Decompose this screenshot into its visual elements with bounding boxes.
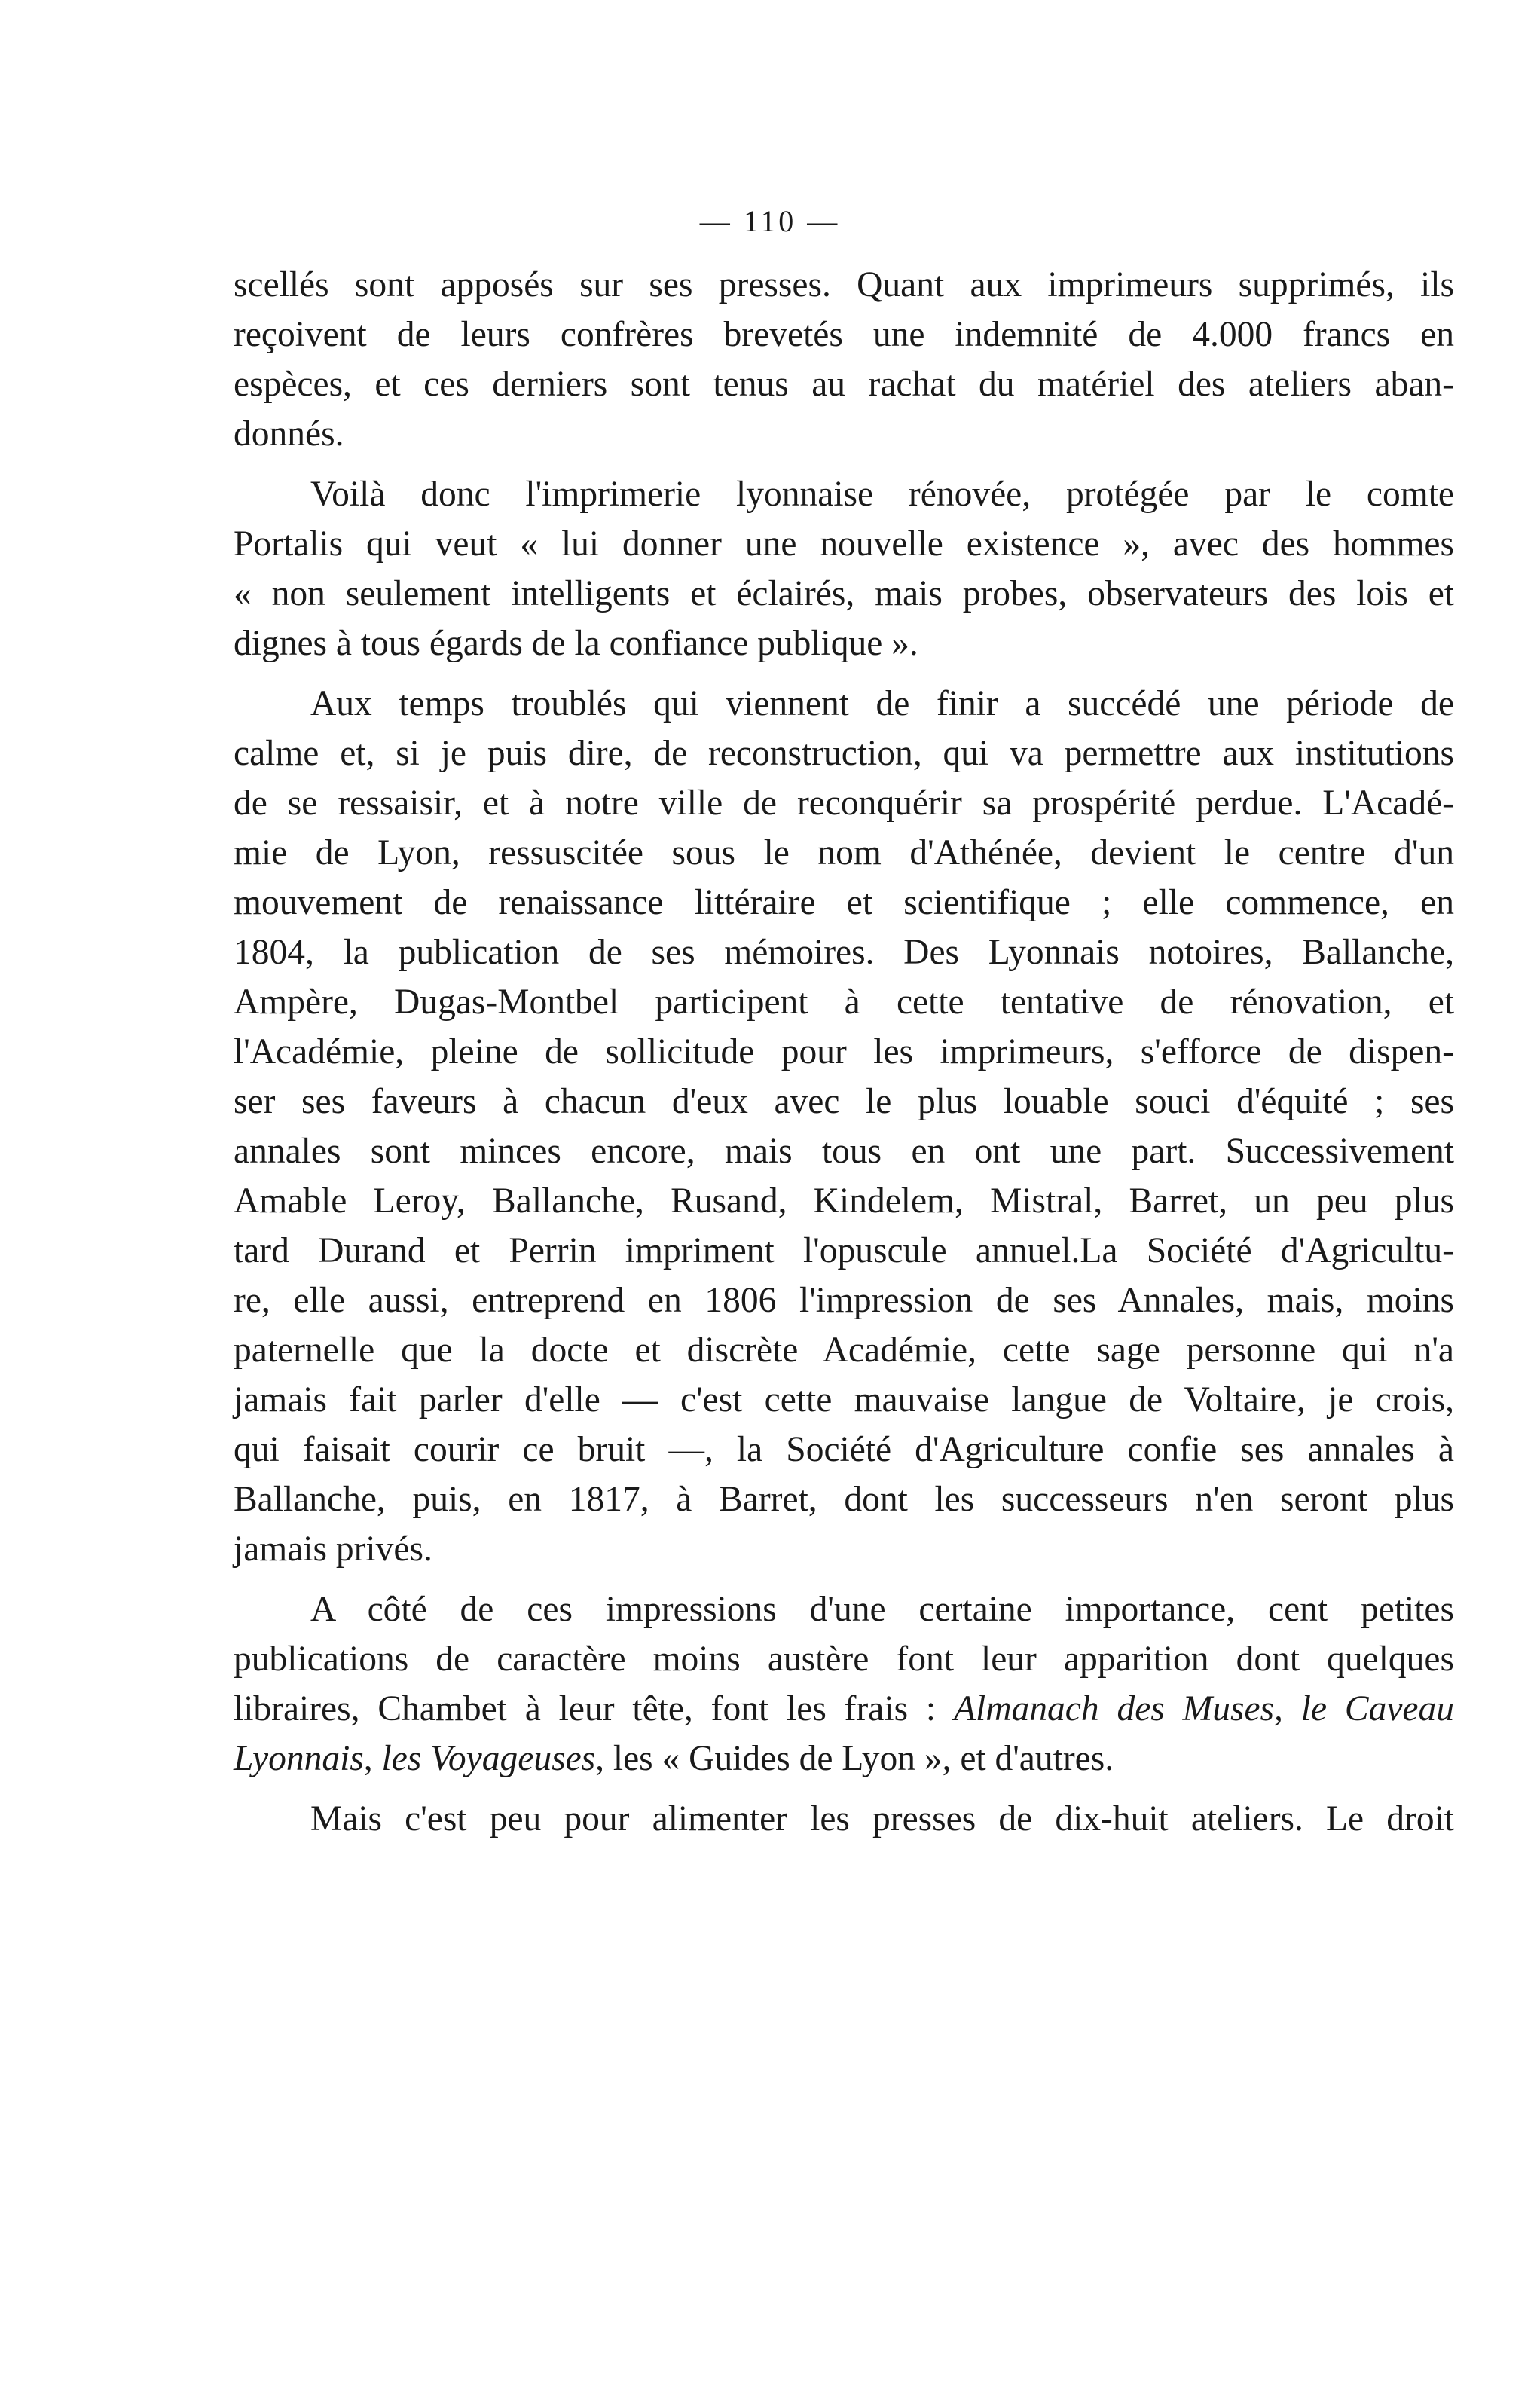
text-line: scellés sont apposés sur ses presses. Quant aux imprimeurs supprimés, ils (234, 265, 1454, 304)
text-line: Voilà donc l'imprimerie lyonnaise rénovée, protégée par le comte (310, 475, 1454, 514)
text-line: annales sont minces encore, mais tous en ont une part. Successivement (234, 1132, 1454, 1171)
text-run: libraires, Chambet à leur tête, font les frais : (234, 1689, 954, 1728)
text-line: Portalis qui veut « lui donner une nouvelle existence », avec des hommes (234, 524, 1454, 564)
text-line: de se ressaisir, et à notre ville de reconquérir sa prospérité perdue. L'Acadé- (234, 784, 1454, 823)
paragraph-3 (234, 679, 1454, 1574)
text-line: qui faisait courir ce bruit —, la Société d'Agriculture confie ses annales à (234, 1430, 1454, 1469)
italic-title: Lyonnais (234, 1739, 364, 1778)
text-line: espèces, et ces derniers sont tenus au rachat du matériel des ateliers aban- (234, 365, 1454, 404)
text-line: jamais privés. (234, 1530, 432, 1569)
text-line: ser ses faveurs à chacun d'eux avec le plus louable souci d'équité ; ses (234, 1082, 1454, 1121)
text-line: dignes à tous égards de la confiance publique ». (234, 624, 918, 663)
text-line: reçoivent de leurs confrères brevetés une indemnité de 4.000 francs en (234, 315, 1454, 354)
text-line: tard Durand et Perrin impriment l'opuscule annuel.La Société d'Agricultu- (234, 1231, 1454, 1270)
italic-title: les Voyageuses (381, 1739, 596, 1778)
text-line (234, 1684, 1454, 1734)
text-line: Amable Leroy, Ballanche, Rusand, Kindelem, Mistral, Barret, un peu plus (234, 1181, 1454, 1221)
text-line: publications de caractère moins austère font leur apparition dont quelques (234, 1640, 1454, 1679)
text-line: mie de Lyon, ressuscitée sous le nom d'Athénée, devient le centre d'un (234, 833, 1454, 872)
paragraph-1 (234, 260, 1454, 459)
text-line: Aux temps troublés qui viennent de finir a succédé une période de (310, 684, 1454, 723)
page-number: — 110 — (699, 204, 841, 238)
text-run: , les « Guides de Lyon », et d'autres. (595, 1739, 1114, 1778)
text-line: Ballanche, puis, en 1817, à Barret, dont les successeurs n'en seront plus (234, 1480, 1454, 1519)
text-line: paternelle que la docte et discrète Académie, cette sage personne qui n'a (234, 1331, 1454, 1370)
paragraph-2 (234, 469, 1454, 668)
text-run: , (363, 1739, 382, 1778)
text-line: donnés. (234, 414, 344, 454)
text-line: mouvement de renaissance littéraire et scientifique ; elle commence, en (234, 883, 1454, 922)
text-line: calme et, si je puis dire, de reconstruction, qui va permettre aux institutions (234, 734, 1454, 773)
text-line: 1804, la publication de ses mémoires. Des Lyonnais notoires, Ballanche, (234, 933, 1454, 972)
text-line: Ampère, Dugas-Montbel participent à cette tentative de rénovation, et (234, 982, 1454, 1022)
paragraph-4 (234, 1585, 1454, 1783)
text-line: « non seulement intelligents et éclairés, mais probes, observateurs des lois et (234, 574, 1454, 613)
text-line: A côté de ces impressions d'une certaine importance, cent petites (310, 1590, 1454, 1629)
italic-title: Almanach des Muses, le Caveau (954, 1689, 1454, 1728)
text-line: re, elle aussi, entreprend en 1806 l'impression de ses Annales, mais, moins (234, 1281, 1454, 1320)
text-line (234, 1734, 1454, 1783)
paragraph-5 (234, 1794, 1454, 1844)
text-line: Mais c'est peu pour alimenter les presses de dix-huit ateliers. Le droit (310, 1799, 1454, 1838)
text-body (234, 260, 1454, 1844)
text-line: l'Académie, pleine de sollicitude pour les imprimeurs, s'efforce de dispen- (234, 1032, 1454, 1071)
text-line: jamais fait parler d'elle — c'est cette mauvaise langue de Voltaire, je crois, (234, 1380, 1454, 1420)
